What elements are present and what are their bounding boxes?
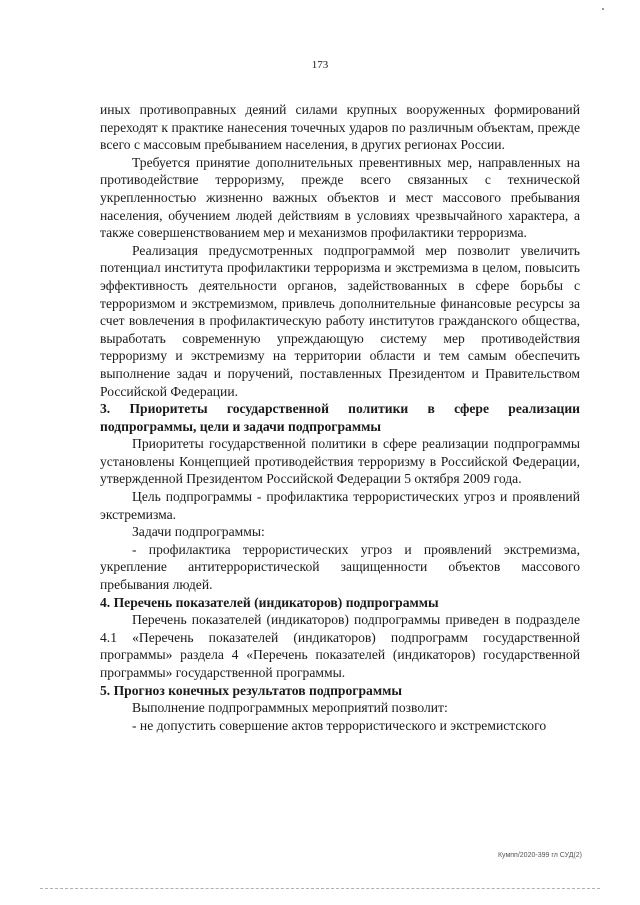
section-5-paragraph-2: - не допустить совершение актов террористического и экстремистского [132, 717, 547, 733]
section-3-paragraph-1: Приоритеты государственной политики в сфере реализации подпрограммы установлены Концепцией противодействия терроризму в Российской Федерации, утвержденной Президентом Российской Федерации 5 октября 2009 года. [100, 436, 580, 487]
document-body [100, 101, 580, 734]
paragraph-intro-2: Требуется принятие дополнительных превентивных мер, направленных на противодействие терроризму, прежде всего связанных с технической укрепленностью жизненно важных объектов и мест массового пребывания населения, обучением людей действиям в условиях чрезвычайного характера, а также совершенствованием мер и механизмов профилактики терроризма. [100, 154, 580, 241]
paragraph-intro-1: иных противоправных деяний силами крупных вооруженных формирований переходят к практике нанесения точечных ударов по различным объектам, прежде всего с массовым пребыванием населения, в других регионах России. [100, 102, 580, 153]
section-5-heading: 5. Прогноз конечных результатов подпрограммы [100, 682, 402, 698]
section-3-heading: 3. Приоритеты государственной политики в сфере реализации подпрограммы, цели и задачи подпрограммы [100, 401, 580, 434]
section-3-paragraph-3: Задачи подпрограммы: [132, 524, 265, 540]
section-4-heading: 4. Перечень показателей (индикаторов) подпрограммы [100, 594, 439, 610]
section-5-paragraph-1: Выполнение подпрограммных мероприятий позволит: [132, 700, 448, 716]
section-3-paragraph-4: - профилактика террористических угроз и проявлений экстремизма, укрепление антитеррористической защищенности объектов массового пребывания людей. [100, 541, 580, 593]
section-3-paragraph-2: Цель подпрограммы - профилактика террористических угроз и проявлений экстремизма. [100, 489, 580, 522]
document-footer-code: Кумпп/2020-399 гл СУД(2) [497, 852, 582, 859]
paragraph-intro-3: Реализация предусмотренных подпрограммой мер позволит увеличить потенциал института профилактики терроризма и экстремизма в целом, повысить эффективность деятельности органов, задействованных в сфере борьбы с терроризмом и экстремизмом, привлечь дополнительные финансовые ресурсы за счет вовлечения в профилактическую работу институтов гражданского общества, выработать современную упреждающую систему мер противодействия терроризму и экстремизму на территории области и тем самым обеспечить выполнение задач и поручений, поставленных Президентом и Правительством Российской Федерации. [100, 242, 580, 399]
section-4-paragraph-1: Перечень показателей (индикаторов) подпрограммы приведен в подразделе 4.1 «Перечень показателей (индикаторов) подпрограмм государственной программы» раздела 4 «Перечень показателей (индикаторов) государственной программы» государственной программы. [100, 612, 580, 680]
scan-artifact-dot [602, 8, 604, 10]
page-number: 173 [311, 59, 329, 71]
page-bottom-divider [40, 888, 600, 889]
